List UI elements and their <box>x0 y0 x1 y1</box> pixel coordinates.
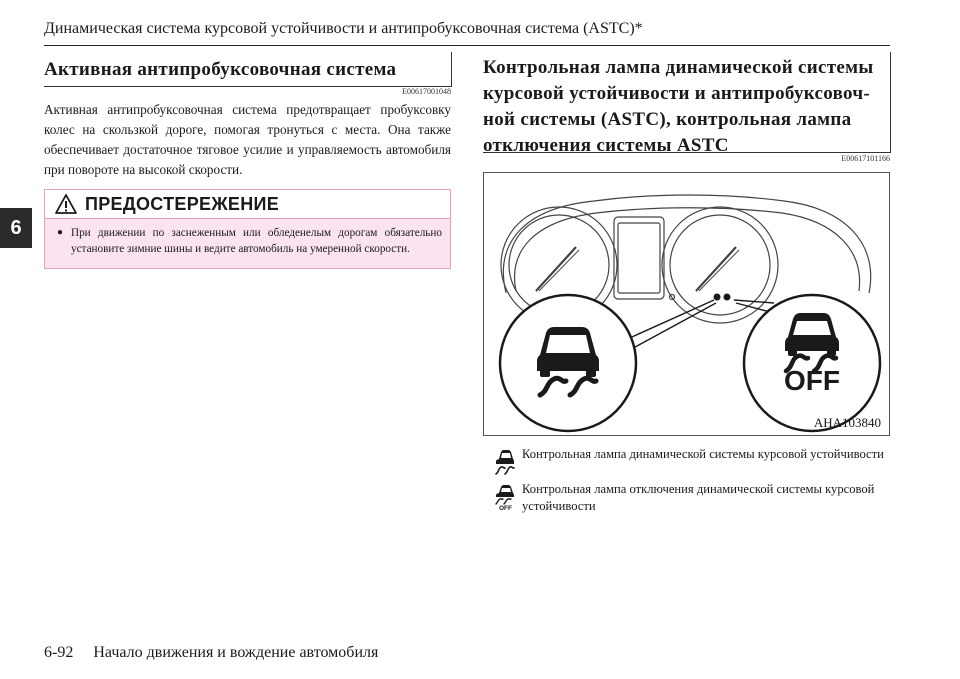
warning-box <box>44 189 451 269</box>
warning-body <box>45 219 450 257</box>
warning-heading: ПРЕДОСТЕРЕЖЕНИЕ <box>85 193 280 214</box>
left-paragraph: Активная антипробуксовочная система предотвращает пробуксовку колес на скользкой дороге, помогая тронуться с места. Она также обеспечивает достаточное тяговое усилие и управляемость автомобиля при повороте на высокой скорости. <box>44 102 451 177</box>
page-footer <box>44 644 378 662</box>
page-number: 6-92 <box>44 644 74 661</box>
legend-off-label: OFF <box>499 505 512 511</box>
right-section-title-line: отключения системы ASTC <box>483 135 729 156</box>
astc-indicator-icon <box>494 448 516 476</box>
legend-text-astc-off: Контрольная лампа отключения динамической системы курсовой устойчивости <box>522 482 875 513</box>
page-header-title: Динамическая система курсовой устойчивости и антипробуксовочная система (ASTC)* <box>44 20 643 37</box>
right-section-code: E00617101166 <box>841 154 890 163</box>
footer-chapter-title: Начало движения и вождение автомобиля <box>93 644 379 661</box>
right-section-title-line: Контрольная лампа динамической системы <box>483 57 874 78</box>
right-section-title-line: ной системы (ASTC), контрольная лампа <box>483 109 852 130</box>
off-label: OFF <box>784 365 840 396</box>
astc-off-indicator-icon <box>494 483 516 511</box>
chapter-tab[interactable]: 6 <box>0 208 32 248</box>
left-section-code: E00617001048 <box>402 87 451 96</box>
right-section-title-line: курсовой устойчивости и антипробуксовоч- <box>483 83 870 104</box>
warning-text: При движении по заснеженным или обледенелым дорогам обязательно установите зимние шины и ведите автомобиль на умеренной скорости. <box>71 227 442 255</box>
warning-bullet: ● <box>57 227 64 238</box>
instrument-cluster-figure <box>483 172 890 436</box>
warning-triangle-icon <box>55 194 77 214</box>
left-section-title: Активная антипробуксовочная система <box>44 59 397 80</box>
right-section-heading-box <box>483 52 891 156</box>
right-section-title <box>483 55 874 159</box>
header-rule <box>44 45 890 46</box>
legend-text-astc: Контрольная лампа динамической системы курсовой устойчивости <box>522 447 884 461</box>
legend-item-astc-off <box>494 481 892 515</box>
legend-item-astc <box>494 446 892 476</box>
warning-header <box>45 190 450 219</box>
figure-code: AHA103840 <box>813 415 881 430</box>
left-section-heading-box <box>44 52 452 87</box>
